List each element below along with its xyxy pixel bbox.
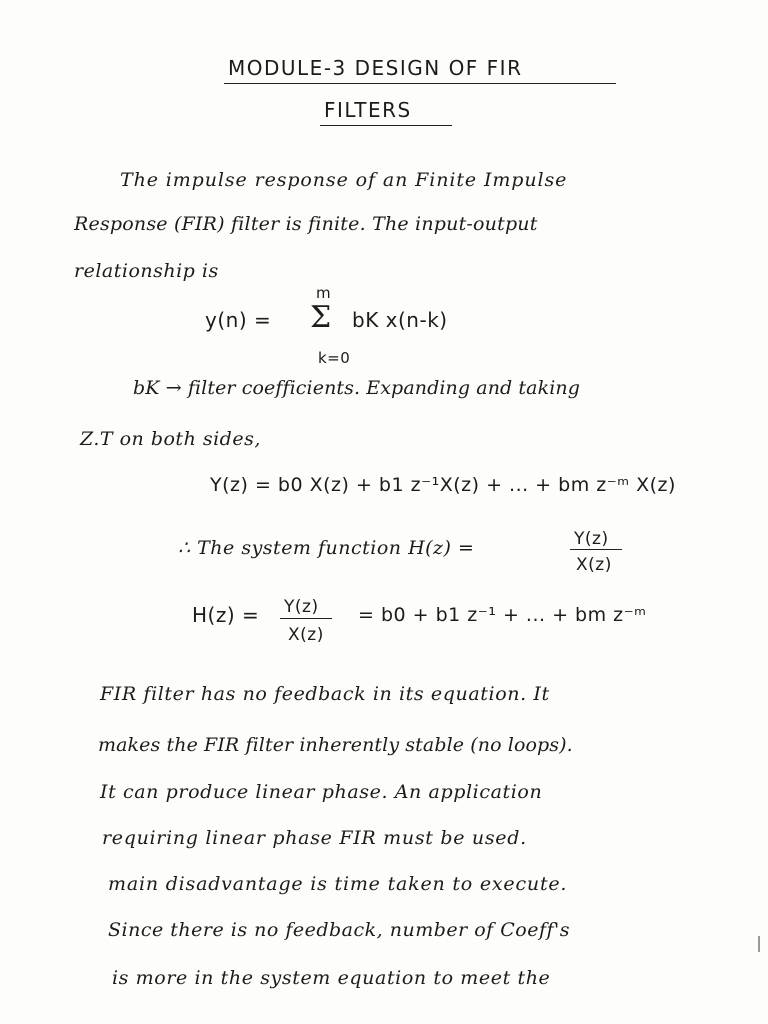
equation-rhs: bK x(n-k) xyxy=(352,308,448,332)
text-line: requiring linear phase FIR must be used. xyxy=(102,827,527,849)
text-line: Z.T on both sides, xyxy=(80,428,261,450)
expanded-equation: Y(z) = b0 X(z) + b1 z⁻¹X(z) + ... + bm z⁻ᵐ X(z) xyxy=(210,474,676,496)
summation-symbol: Σ xyxy=(310,300,332,335)
text-line: It can produce linear phase. An application xyxy=(100,781,543,803)
fraction-numerator: Y(z) xyxy=(574,529,609,549)
fraction-numerator: Y(z) xyxy=(284,597,319,617)
page-title: MODULE-3 DESIGN OF FIR xyxy=(228,56,523,80)
title-underline-2 xyxy=(320,125,452,126)
page-edge-mark xyxy=(758,936,760,952)
text-line: FIR filter has no feedback in its equation. It xyxy=(100,683,550,705)
transfer-function-lhs: H(z) = xyxy=(192,603,260,627)
text-line: makes the FIR filter inherently stable (no loops). xyxy=(98,734,573,756)
fraction-bar xyxy=(280,618,332,619)
text-line: The impulse response of an Finite Impulse xyxy=(120,169,568,191)
page-title-continued: FILTERS xyxy=(324,98,412,122)
equation-lhs: y(n) = xyxy=(205,308,272,332)
text-line: Since there is no feedback, number of Coeff's xyxy=(108,919,571,941)
fraction-bar xyxy=(570,549,622,550)
text-line: bK → filter coefficients. Expanding and taking xyxy=(133,377,580,399)
text-line: relationship is xyxy=(74,260,219,282)
transfer-function-rhs: = b0 + b1 z⁻¹ + ... + bm z⁻ᵐ xyxy=(358,604,647,626)
sum-lower-limit: k=0 xyxy=(318,349,351,367)
fraction-denominator: X(z) xyxy=(288,625,324,645)
title-underline xyxy=(224,83,616,84)
sum-upper-limit: m xyxy=(316,284,332,302)
text-line: Response (FIR) filter is finite. The input-output xyxy=(74,213,538,235)
text-line: is more in the system equation to meet the xyxy=(112,967,551,989)
fraction-denominator: X(z) xyxy=(576,555,612,575)
text-line: main disadvantage is time taken to execute. xyxy=(108,873,568,895)
system-function-label: ∴ The system function H(z) = xyxy=(178,537,475,559)
